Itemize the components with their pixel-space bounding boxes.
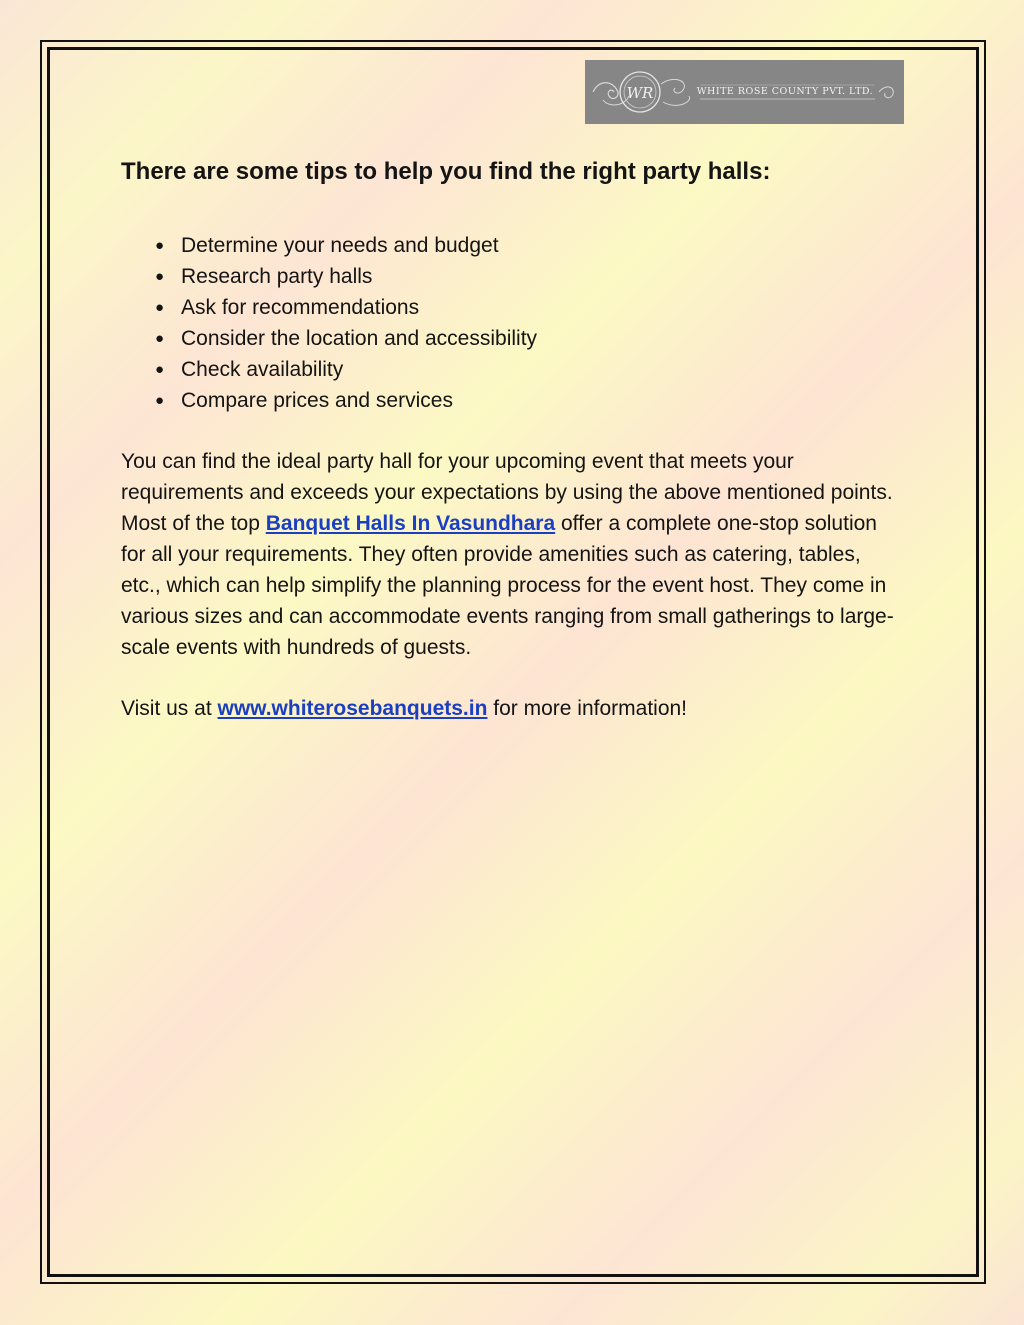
page-heading: There are some tips to help you find the right party halls: xyxy=(121,158,771,185)
tip-text: Ask for recommendations xyxy=(181,296,420,319)
logo-company-name: WHITE ROSE COUNTY PVT. LTD. xyxy=(696,86,874,97)
tip-text: Compare prices and services xyxy=(181,389,453,412)
tips-list xyxy=(121,230,901,416)
tip-text: Consider the location and accessibility xyxy=(181,327,538,350)
body-paragraph xyxy=(121,446,901,663)
logo-monogram: WR xyxy=(626,84,654,102)
paragraph-text-end: offer a complete one-stop solution for all your requirements. They often provide amenities such as catering, tables, etc., which can help simplify the planning process for the event host. They come in various sizes and can accommodate events ranging from small gatherings to large-scale events with hundreds of guests. xyxy=(121,512,894,659)
document-body xyxy=(121,150,901,724)
list-item xyxy=(121,385,901,416)
bullet-icon: ● xyxy=(155,392,165,409)
bullet-icon: ● xyxy=(155,268,165,285)
list-item xyxy=(121,261,901,292)
bullet-icon: ● xyxy=(155,237,165,254)
paragraph-text-start: You can find the ideal party hall for your upcoming event that meets your requirements and exceeds your expectations by using the above mentioned points. Most of the top xyxy=(121,450,893,535)
bullet-icon: ● xyxy=(155,299,165,316)
company-logo xyxy=(585,60,904,124)
bullet-icon: ● xyxy=(155,361,165,378)
visit-paragraph xyxy=(121,693,901,724)
tip-text: Research party halls xyxy=(181,265,373,288)
list-item xyxy=(121,323,901,354)
tip-text: Determine your needs and budget xyxy=(181,234,499,257)
list-item xyxy=(121,230,901,261)
visit-text-start: Visit us at xyxy=(121,697,218,720)
banquet-halls-link[interactable]: Banquet Halls In Vasundhara xyxy=(265,512,556,535)
visit-text-end: for more information! xyxy=(487,697,688,720)
list-item xyxy=(121,354,901,385)
website-link[interactable]: www.whiterosebanquets.in xyxy=(217,697,488,720)
list-item xyxy=(121,292,901,323)
tip-text: Check availability xyxy=(181,358,344,381)
bullet-icon: ● xyxy=(155,330,165,347)
